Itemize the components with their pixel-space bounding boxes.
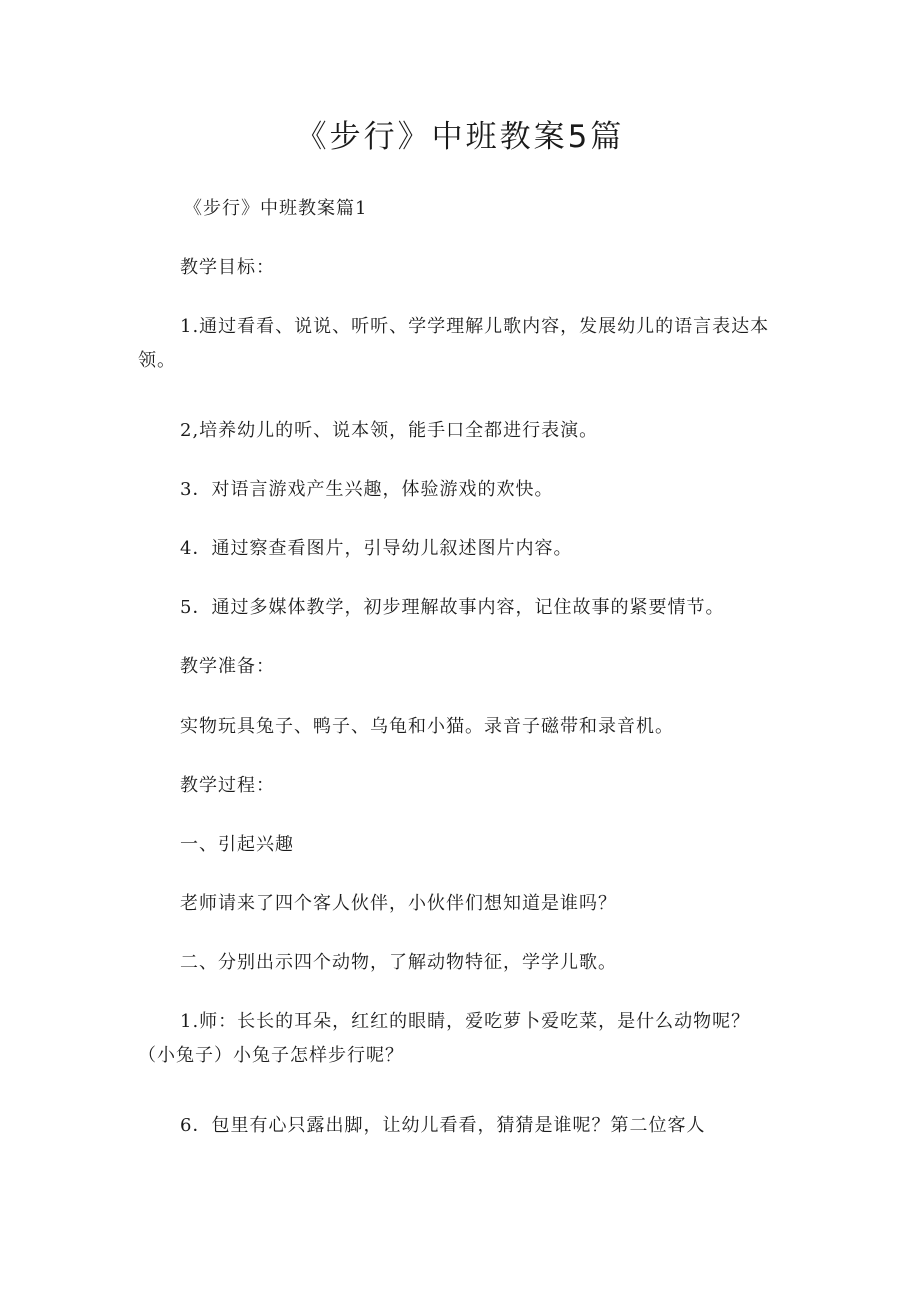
paragraph: 教学目标： [180, 257, 275, 278]
paragraph: 2,培养幼儿的听、说本领，能手口全都进行表演。 [180, 420, 599, 441]
paragraph: 实物玩具兔子、鸭子、乌龟和小猫。录音子磁带和录音机。 [180, 716, 674, 737]
paragraph: 教学过程： [180, 775, 275, 796]
document-title: 《步行》中班教案5篇 [295, 119, 625, 155]
paragraph: 1.通过看看、说说、听听、学学理解儿歌内容，发展幼儿的语言表达本领。 [138, 316, 770, 371]
paragraph: 二、分别出示四个动物，了解动物特征，学学儿歌。 [180, 952, 617, 973]
paragraph: 5．通过多媒体教学，初步理解故事内容，记住故事的紧要情节。 [180, 597, 725, 618]
paragraph: 4．通过察查看图片，引导幼儿叙述图片内容。 [180, 538, 573, 559]
paragraph: 教学准备： [180, 656, 275, 677]
paragraph: 1.师：长长的耳朵，红红的眼睛，爱吃萝卜爱吃菜，是什么动物呢？（小兔子）小兔子怎样步行呢？ [138, 1011, 751, 1066]
paragraph: 一、引起兴趣 [180, 834, 294, 855]
paragraph: 3．对语言游戏产生兴趣，体验游戏的欢快。 [180, 479, 554, 500]
paragraph: 老师请来了四个客人伙伴，小伙伴们想知道是谁吗？ [180, 893, 617, 914]
paragraph: 6．包里有心只露出脚，让幼儿看看，猜猜是谁呢？第二位客人 [180, 1115, 706, 1136]
section-heading: 《步行》中班教案篇1 [184, 198, 368, 219]
